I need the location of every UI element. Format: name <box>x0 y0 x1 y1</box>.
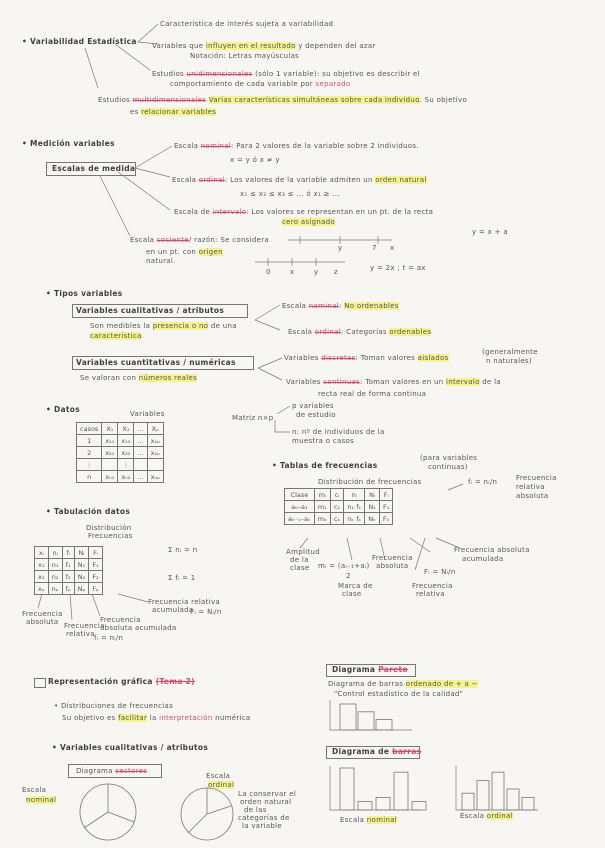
escala-ordinal-line: Escala ordinal: Los valores de la variable admiten un orden natural <box>172 176 427 184</box>
pareto-title: Diagrama Pareto <box>332 665 408 674</box>
discretas-note: (generalmente <box>482 348 538 356</box>
escala-cociente-line3: natural. <box>146 257 176 265</box>
bullet-medicion: • Medición variables <box>22 139 115 148</box>
nominal-bar <box>394 772 408 810</box>
fa-2: absoluta <box>376 562 409 570</box>
table-row: xᵢ nᵢ fᵢ Nᵢ Fᵢ <box>35 547 103 559</box>
pareto-desc2: "Control estadístico de la calidad" <box>334 690 464 698</box>
mi-formula: mᵢ = (aᵢ₋₁+aᵢ) <box>318 562 370 570</box>
cociente-x: x <box>290 268 295 276</box>
cuantitativas-label: Variables cuantitativas / numéricas <box>76 358 236 367</box>
ordinal-bar <box>492 772 504 810</box>
dist-frec-label: Distribución de frecuencias <box>318 478 422 486</box>
variables-label: Variables <box>130 410 165 418</box>
bullet-datos: • Datos <box>46 405 81 414</box>
sum-n: Σ nᵢ = n <box>168 546 198 554</box>
fa-1: Frecuencia <box>372 554 413 562</box>
cociente-0: 0 <box>266 268 271 276</box>
bullet-tablas: • Tablas de frecuencias <box>272 461 378 470</box>
sum-f: Σ fᵢ = 1 <box>168 574 196 582</box>
header-cell: X₂ <box>118 423 134 435</box>
escala-cociente-line: Escala cociente/ razón: Se considera <box>130 236 269 244</box>
t6-c1: Frecuencia <box>100 616 141 624</box>
nominal-bar <box>412 802 426 810</box>
pie2-label2: ordinal <box>208 781 235 789</box>
t6-b1: Frecuencia <box>64 622 105 630</box>
nominal-bar <box>340 768 354 810</box>
n-individuos2: muestra o casos <box>292 437 355 445</box>
barras-title: Diagrama de barras <box>332 747 422 756</box>
t6-fi: fᵢ = nᵢ/n <box>94 634 124 642</box>
escala-nominal-line: Escala nominal: Para 2 valores de la variable sobre 2 individuos. <box>174 142 419 150</box>
amp-1: Amplitud <box>286 548 320 556</box>
pareto-bar <box>376 720 392 730</box>
mi-formula2: 2 <box>346 572 351 580</box>
table-row: a₀–a₁ m₁ c₁ n₁ f₁ N₁ F₁ <box>285 501 393 513</box>
t6-b2: relativa <box>66 630 95 638</box>
bullet-tabulacion: • Tabulación datos <box>46 507 131 516</box>
rc5: la variable <box>242 822 282 830</box>
header-cell: X₁ <box>102 423 118 435</box>
var-discretas: Variables discretas: Toman valores aislados <box>284 354 449 362</box>
nominal-bar <box>358 802 372 810</box>
bar-ordinal-label: Escala ordinal <box>460 812 513 820</box>
esc-nominal: Escala nominal: No ordenables <box>282 302 399 310</box>
intervalo-formula: y = x + a <box>472 228 508 236</box>
s1-line2: Variables que influyen en el resultado y dependen del azar <box>152 42 376 50</box>
intervalo-7: 7 <box>372 244 377 252</box>
escala-cociente-line2: en un pt. con origen <box>146 248 223 256</box>
pie1-label2: nominal <box>26 796 57 804</box>
fac-1: Frecuencia absoluta <box>454 546 530 554</box>
cociente-z: z <box>334 268 338 276</box>
s1-line2b: Notación: Letras mayúsculas <box>190 52 300 60</box>
p-variables2: de estudio <box>296 411 336 419</box>
tablas-paren: (para variables <box>420 454 478 462</box>
t6-d1: Frecuencia relativa <box>148 598 220 606</box>
table-row: x₂ n₂ f₂ N₂ F₂ <box>35 571 103 583</box>
s1-line4: Estudios multidimensionales Varias características simultáneas sobre cada individuo. Su objetivo <box>98 96 468 104</box>
t6-Fi: Fᵢ = Nᵢ/n <box>190 608 222 616</box>
nominal-bar <box>376 797 390 810</box>
fra-1: Frecuencia <box>412 582 453 590</box>
table-row: x₁ n₁ f₁ N₁ F₁ <box>35 559 103 571</box>
ordinal-bar <box>477 781 489 810</box>
escala-nominal-formula: x = y ó x ≠ y <box>230 156 280 164</box>
cualitativas-desc: Son medibles la presencia o no de una <box>90 322 237 330</box>
matriz-label: Matriz n×p <box>232 414 274 422</box>
esc-ordinal: Escala ordinal: Categorías ordenables <box>288 328 432 336</box>
amp-3: clase <box>290 564 310 572</box>
table-row: xₚ nₚ fₚ Nₚ Fₚ <box>35 583 103 595</box>
ordinal-bar <box>462 793 474 810</box>
bullet-distribuciones: • Distribuciones de frecuencias <box>54 702 174 710</box>
fra-2: relativa <box>416 590 445 598</box>
header-cell: Xₚ <box>147 423 163 435</box>
dist-label2: Frecuencias <box>88 532 133 540</box>
escala-ordinal-formula: x₁ ≤ x₂ ≤ x₃ ≤ ... ó x₁ ≥ ... <box>240 190 340 198</box>
marca-2: clase <box>342 590 362 598</box>
intervalo-y: y <box>338 244 343 252</box>
rc1: La conservar el <box>238 790 297 798</box>
rc4: categorías de <box>238 814 290 822</box>
table-row: aₖ₋₁–aₖ mₖ cₖ nₖ fₖ Nₖ Fₖ <box>285 513 393 525</box>
amp-2: de la <box>290 556 309 564</box>
cualitativas-desc2: característica <box>90 332 142 340</box>
t6-a1: Frecuencia <box>22 610 63 618</box>
tablas-paren2: continuas) <box>428 463 468 471</box>
bullet-tipos: • Tipos variables <box>46 289 123 298</box>
bar-nominal-label: Escala nominal <box>340 816 398 824</box>
ordinal-bar <box>507 789 519 810</box>
fac-2: acumulada <box>462 555 504 563</box>
pareto-desc: Diagrama de barras ordenado de + a − <box>328 680 478 688</box>
table-row: n xₙ₁ xₙ₂ ... xₙₚ <box>77 471 164 483</box>
intervalo-x: x <box>390 244 395 252</box>
s1-line4b: es relacionar variables <box>130 108 217 116</box>
cualitativas-label: Variables cualitativas / atributos <box>76 306 225 315</box>
s1-line3: Estudios unidimensionales (sólo 1 variable): su objetivo es describir el <box>152 70 420 78</box>
repr-title: Representación gráfica (Tema 2) <box>48 677 195 686</box>
cociente-y: y <box>314 268 319 276</box>
pie1-label: Escala <box>22 786 47 794</box>
fr-label2: relativa <box>516 483 545 491</box>
sectores-label: Diagrama sectores <box>76 767 148 775</box>
dist-label: Distribución <box>86 524 132 532</box>
header-cell: casos <box>77 423 102 435</box>
cociente-formula: y = 2x ; t = ax <box>370 264 426 272</box>
t6-c2: absoluta acumulada <box>100 624 177 632</box>
escalas-label: Escalas de medida <box>52 164 136 173</box>
s1-line3b: comportamiento de cada variable por separado <box>170 80 351 88</box>
pareto-bar <box>358 712 374 730</box>
var-continuas: Variables continuas: Toman valores en un intervalo de la <box>286 378 501 386</box>
cuantitativas-desc: Se valoran con números reales <box>80 374 198 382</box>
discretas-note2: n naturales) <box>486 357 532 365</box>
table-row: 1 x₁₁ x₁₂ ... x₁ₚ <box>77 435 164 447</box>
rc3: de las <box>244 806 267 814</box>
fi-formula: fᵢ = nᵢ/n <box>468 478 498 486</box>
pie2-label: Escala <box>206 772 231 780</box>
escala-intervalo-hl: cero asignado <box>282 218 336 226</box>
bullet-cualitativas: • Variables cualitativas / atributos <box>52 743 209 752</box>
table-row: Clase mᵢ cᵢ nᵢ Nᵢ Fᵢ <box>285 489 393 501</box>
rc2: orden natural <box>240 798 292 806</box>
p-variables: p variables <box>292 402 334 410</box>
t6-d2: acumulada <box>152 606 194 614</box>
table-row: ⋮ ⋮ <box>77 459 164 471</box>
n-individuos: n: nº de individuos de la <box>292 428 385 436</box>
fr-label1: Frecuencia <box>516 474 557 482</box>
fr-label3: absoluta <box>516 492 549 500</box>
marca-1: Marca de <box>338 582 373 590</box>
continuas-desc: recta real de forma continua <box>318 390 427 398</box>
s1-line1: Característica de interés sujeta a variabilidad <box>160 20 334 28</box>
pareto-bar <box>340 704 356 730</box>
table-row: 2 x₂₁ x₂₂ ... x₂ₚ <box>77 447 164 459</box>
header-cell: ... <box>134 423 147 435</box>
objetivo-line: Su objetivo es facilitar la interpretación numérica <box>62 714 251 722</box>
ordinal-bar <box>522 797 534 810</box>
t6-a2: absoluta <box>26 618 59 626</box>
bullet-variabilidad: • Variabilidad Estadística <box>22 37 137 46</box>
escala-intervalo-line: Escala de intervalo: Los valores se representan en un pt. de la recta <box>174 208 434 216</box>
Fi-formula: Fᵢ = Nᵢ/n <box>424 568 456 576</box>
